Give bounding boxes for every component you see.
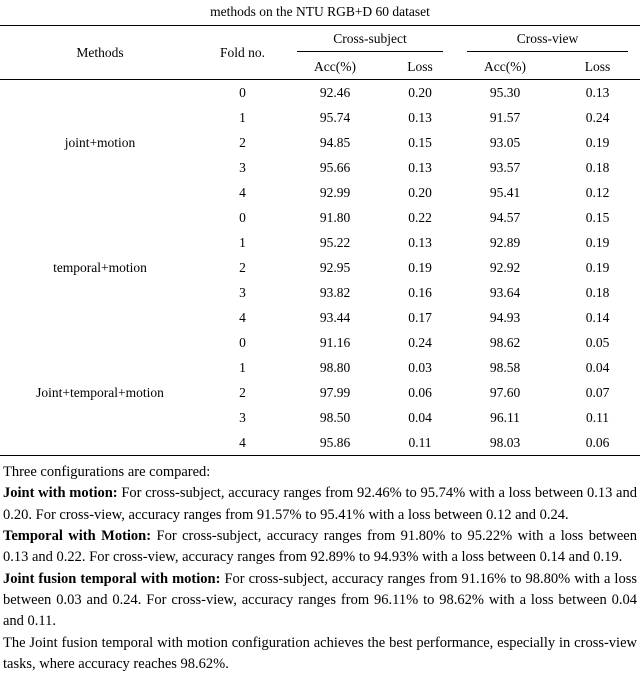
cell-cv-loss: 0.06 xyxy=(585,434,610,450)
cell-fold: 0 xyxy=(239,209,246,225)
cell-cs-acc: 98.80 xyxy=(319,359,351,375)
cell-cv-loss: 0.14 xyxy=(585,309,610,325)
table-caption: methods on the NTU RGB+D 60 dataset xyxy=(210,4,430,19)
paragraph-lead-in: Joint with motion: xyxy=(3,485,118,502)
cell-cs-acc: 95.66 xyxy=(319,159,351,175)
cell-cv-acc: 94.57 xyxy=(489,209,521,225)
col-header-acc-cross-subject: Acc(%) xyxy=(285,54,385,80)
cell-fold: 2 xyxy=(239,384,246,400)
header-group-row xyxy=(0,26,640,55)
paragraph-lead-in: Joint fusion temporal with motion: xyxy=(3,570,221,587)
cell-cs-acc: 93.82 xyxy=(319,284,351,300)
cell-cv-acc: 96.11 xyxy=(490,409,520,425)
cell-cv-loss: 0.07 xyxy=(585,384,610,400)
cell-cs-acc: 95.74 xyxy=(319,109,351,125)
analysis-text xyxy=(0,456,640,675)
cell-cv-acc: 94.93 xyxy=(489,309,521,325)
cell-cs-loss: 0.22 xyxy=(408,209,432,225)
cell-cs-loss: 0.11 xyxy=(408,434,432,450)
cell-cv-acc: 97.60 xyxy=(489,384,521,400)
cell-cs-acc: 92.46 xyxy=(319,84,351,100)
cell-fold: 4 xyxy=(239,309,246,325)
cell-cv-acc: 98.58 xyxy=(489,359,521,375)
method-name: joint+motion xyxy=(64,134,136,150)
cell-fold: 3 xyxy=(239,409,246,425)
results-table xyxy=(0,25,640,456)
cell-cv-acc: 92.92 xyxy=(489,259,521,275)
analysis-paragraph: Joint with motion: For cross-subject, accuracy ranges from 92.46% to 95.74% with a loss between 0.13 and 0.20. For cross-view, accuracy ranges from 91.57% to 95.41% with a loss between 0.12 and 0.24. xyxy=(3,485,637,523)
cell-cv-acc: 95.30 xyxy=(489,84,521,100)
cell-cv-loss: 0.24 xyxy=(585,109,610,125)
analysis-paragraph: Joint fusion temporal with motion: For cross-subject, accuracy ranges from 91.16% to 98.80% with a loss between 0.03 and 0.24. For cross-view, accuracy ranges from 96.11% to 98.62% with a loss between 0.04 and 0.11. xyxy=(3,570,637,630)
paragraph-lead-in: Temporal with Motion: xyxy=(3,527,152,544)
cell-cv-acc: 98.62 xyxy=(489,334,521,350)
cell-cs-acc: 91.80 xyxy=(319,209,351,225)
cell-fold: 1 xyxy=(239,234,246,250)
col-header-methods: Methods xyxy=(0,26,200,80)
col-header-loss-cross-view: Loss xyxy=(555,54,640,80)
cell-cs-acc: 97.99 xyxy=(319,384,351,400)
cell-fold: 0 xyxy=(239,334,246,350)
cell-cv-acc: 91.57 xyxy=(489,109,521,125)
analysis-paragraph: Three configurations are compared: xyxy=(3,464,211,480)
cell-cv-loss: 0.18 xyxy=(585,284,610,300)
cell-cs-loss: 0.13 xyxy=(408,109,432,125)
cell-cs-acc: 93.44 xyxy=(319,309,351,325)
cell-fold: 2 xyxy=(239,134,246,150)
cell-fold: 1 xyxy=(239,109,246,125)
cell-cv-acc: 93.05 xyxy=(489,134,521,150)
col-group-cross-view-label: Cross-view xyxy=(467,28,628,52)
cell-cv-acc: 93.64 xyxy=(489,284,521,300)
col-group-cross-subject-label: Cross-subject xyxy=(297,28,443,52)
col-group-cross-view xyxy=(455,26,640,55)
table-header xyxy=(0,26,640,80)
cell-cs-loss: 0.13 xyxy=(408,234,432,250)
cell-fold: 1 xyxy=(239,359,246,375)
cell-cv-loss: 0.13 xyxy=(585,84,610,100)
cell-cv-loss: 0.15 xyxy=(585,209,610,225)
cell-cs-acc: 98.50 xyxy=(319,409,351,425)
col-header-fold: Fold no. xyxy=(200,26,285,80)
cell-cs-loss: 0.03 xyxy=(408,359,432,375)
table-row xyxy=(0,330,640,355)
cell-fold: 3 xyxy=(239,284,246,300)
cell-fold: 4 xyxy=(239,184,246,200)
cell-cs-loss: 0.24 xyxy=(408,334,432,350)
cell-cv-acc: 92.89 xyxy=(489,234,521,250)
cell-cs-loss: 0.20 xyxy=(408,84,432,100)
table-row xyxy=(0,205,640,230)
col-header-acc-cross-view: Acc(%) xyxy=(455,54,555,80)
table-body xyxy=(0,80,640,456)
method-name: Joint+temporal+motion xyxy=(36,384,164,400)
cell-cs-loss: 0.06 xyxy=(408,384,432,400)
cell-cs-loss: 0.04 xyxy=(408,409,432,425)
cell-cs-acc: 95.22 xyxy=(319,234,351,250)
cell-cv-loss: 0.12 xyxy=(585,184,610,200)
cell-cs-acc: 92.99 xyxy=(319,184,351,200)
cell-cv-loss: 0.04 xyxy=(585,359,610,375)
cell-cs-loss: 0.16 xyxy=(408,284,432,300)
table-row xyxy=(0,80,640,106)
cell-cv-loss: 0.19 xyxy=(585,259,610,275)
cell-cv-loss: 0.19 xyxy=(585,134,610,150)
analysis-paragraph: The Joint fusion temporal with motion configuration achieves the best performance, especially in cross-view tasks, where accuracy reaches 98.62%. xyxy=(3,634,637,672)
cell-cv-loss: 0.19 xyxy=(585,234,610,250)
method-name: temporal+motion xyxy=(53,259,147,275)
cell-cs-loss: 0.13 xyxy=(408,159,432,175)
cell-fold: 4 xyxy=(239,434,246,450)
cell-fold: 0 xyxy=(239,84,246,100)
cell-cv-acc: 98.03 xyxy=(489,434,521,450)
cell-cs-acc: 94.85 xyxy=(319,134,351,150)
cell-cs-loss: 0.17 xyxy=(408,309,432,325)
cell-cs-loss: 0.20 xyxy=(408,184,432,200)
cell-cs-loss: 0.15 xyxy=(408,134,432,150)
cell-cv-loss: 0.11 xyxy=(585,409,610,425)
cell-cs-acc: 92.95 xyxy=(319,259,351,275)
analysis-paragraph: Temporal with Motion: For cross-subject, accuracy ranges from 91.80% to 95.22% with a loss between 0.13 and 0.22. For cross-view, accuracy ranges from 92.89% to 94.93% with a loss between 0.14 and 0.19. xyxy=(3,527,637,566)
col-header-loss-cross-subject: Loss xyxy=(385,54,455,80)
cell-cv-loss: 0.18 xyxy=(585,159,610,175)
col-group-cross-subject xyxy=(285,26,455,55)
cell-fold: 3 xyxy=(239,159,246,175)
cell-cs-acc: 91.16 xyxy=(319,334,351,350)
cell-fold: 2 xyxy=(239,259,246,275)
cell-cv-acc: 95.41 xyxy=(489,184,521,200)
cell-cs-loss: 0.19 xyxy=(408,259,432,275)
cell-cs-acc: 95.86 xyxy=(319,434,351,450)
cell-cv-loss: 0.05 xyxy=(585,334,610,350)
cell-cv-acc: 93.57 xyxy=(489,159,521,175)
